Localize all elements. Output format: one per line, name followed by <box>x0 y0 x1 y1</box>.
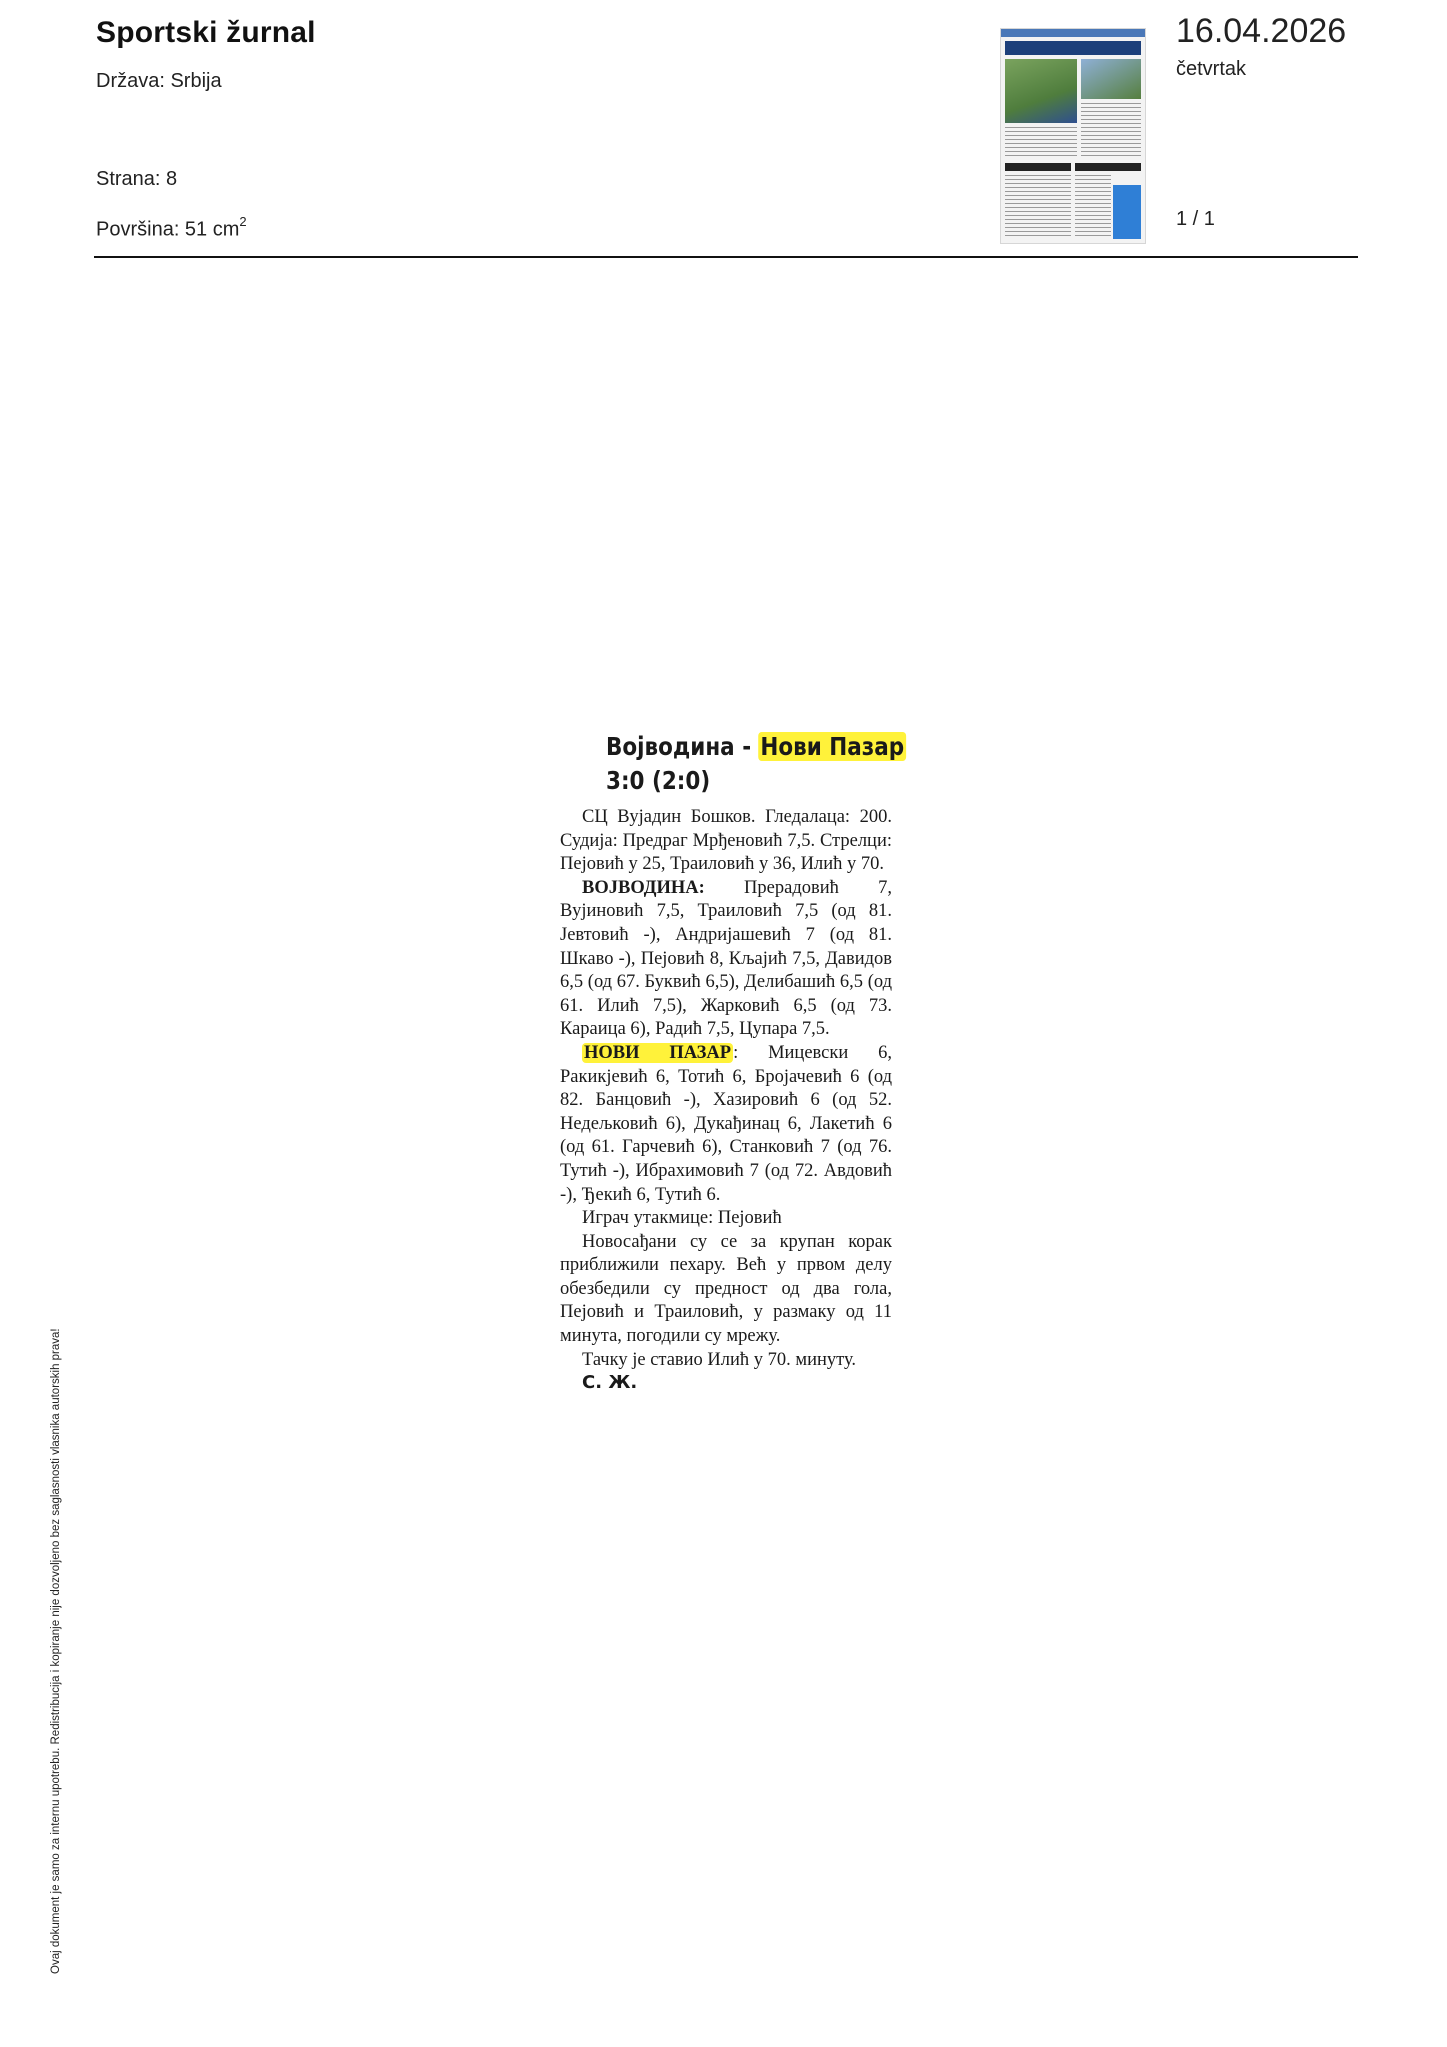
thumbnail-text-block <box>1075 175 1111 239</box>
page-count: 1 / 1 <box>1176 208 1215 230</box>
thumbnail-headline <box>1005 41 1141 55</box>
headline-separator: - <box>734 732 759 761</box>
thumbnail-headline <box>1075 163 1141 171</box>
page-number: Strana: 8 <box>96 168 178 190</box>
team1-lineup <box>560 877 892 1042</box>
thumbnail-header-band <box>1001 29 1145 37</box>
match-info: СЦ Вујадин Бошков. Гледалаца: 200. Судија: Предраг Мрђеновић 7,5. Стрелци: Пејовић у 25, Траиловић у 36, Илић у 70. <box>560 807 892 875</box>
issue-date: 16.04.2026 <box>1176 12 1347 50</box>
thumbnail-ad-block <box>1113 185 1141 239</box>
team2-players: : Мицевски 6, Ракикјевић 6, Тотић 6, Бројачевић 6 (од 82. Банцовић -), Хазировић 6 (од 52. Недељковић 6), Дукађинац 6, Лакетић 6 (од 61. Гарчевић 6), Станковић 7 (од 76. Тутић -), Ибрахимовић 7 (од 72. Авдовић -), Ђекић 6, Тутић 6. <box>560 1042 892 1205</box>
team1-label: ВОЈВОДИНА: <box>582 877 705 898</box>
article-paragraph: Тачку је ставио Илић у 70. минуту. <box>582 1349 857 1370</box>
thumbnail-photo <box>1005 59 1077 123</box>
thumbnail-text-block <box>1005 127 1077 157</box>
article-paragraph: Новосађани су се за крупан корак приближили пехару. Већ у првом делу обезбедили су предност од два гола, Пејовић и Траиловић, у размаку од 11 минута, погодили су мрежу. <box>560 1231 892 1347</box>
article-body <box>560 806 892 1372</box>
headline-team1: Војводина <box>606 732 735 761</box>
team2-label-highlight: НОВИ ПАЗАР <box>584 1042 732 1063</box>
article-clipping <box>560 730 905 1394</box>
team2-lineup <box>560 1042 892 1207</box>
thumbnail-text-block <box>1005 175 1071 239</box>
thumbnail-text-block <box>1081 103 1141 159</box>
match-score: 3:0 (2:0) <box>606 766 711 795</box>
area-unit-exponent: 2 <box>239 214 247 229</box>
thumbnail-headline <box>1005 163 1071 171</box>
team1-players: Прерадовић 7, Вујиновић 7,5, Траиловић 7,5 (од 81. Јевтовић -), Андријашевић 7 (од 81. Шкаво -), Пејовић 8, Кљајић 7,5, Давидов 6,5 (од 67. Буквић 6,5), Делибашић 6,5 (од 61. Илић 7,5), Жарковић 6,5 (од 73. Караица 6), Радић 7,5, Цупара 7,5. <box>560 877 892 1040</box>
area-value: Površina: 51 cm <box>96 218 240 241</box>
publication-title: Sportski žurnal <box>96 16 316 49</box>
page-thumbnail[interactable] <box>1000 28 1146 244</box>
issue-weekday: četvrtak <box>1176 58 1247 80</box>
author-signature: С. Ж. <box>582 1372 638 1394</box>
copyright-disclaimer: Ovaj dokument je samo za internu upotrebu. Redistribucija i kopiranje nije dozvoljeno bez saglasnosti vlasnika autorskih prava! <box>50 1328 62 1974</box>
article-headline <box>606 730 905 798</box>
area-label <box>96 216 247 242</box>
country-label: Država: Srbija <box>96 70 222 92</box>
headline-team2-highlight: Нови Пазар <box>760 732 905 761</box>
player-of-match: Играч утакмице: Пејовић <box>582 1208 782 1229</box>
thumbnail-photo <box>1081 59 1141 99</box>
header-divider <box>94 256 1358 258</box>
